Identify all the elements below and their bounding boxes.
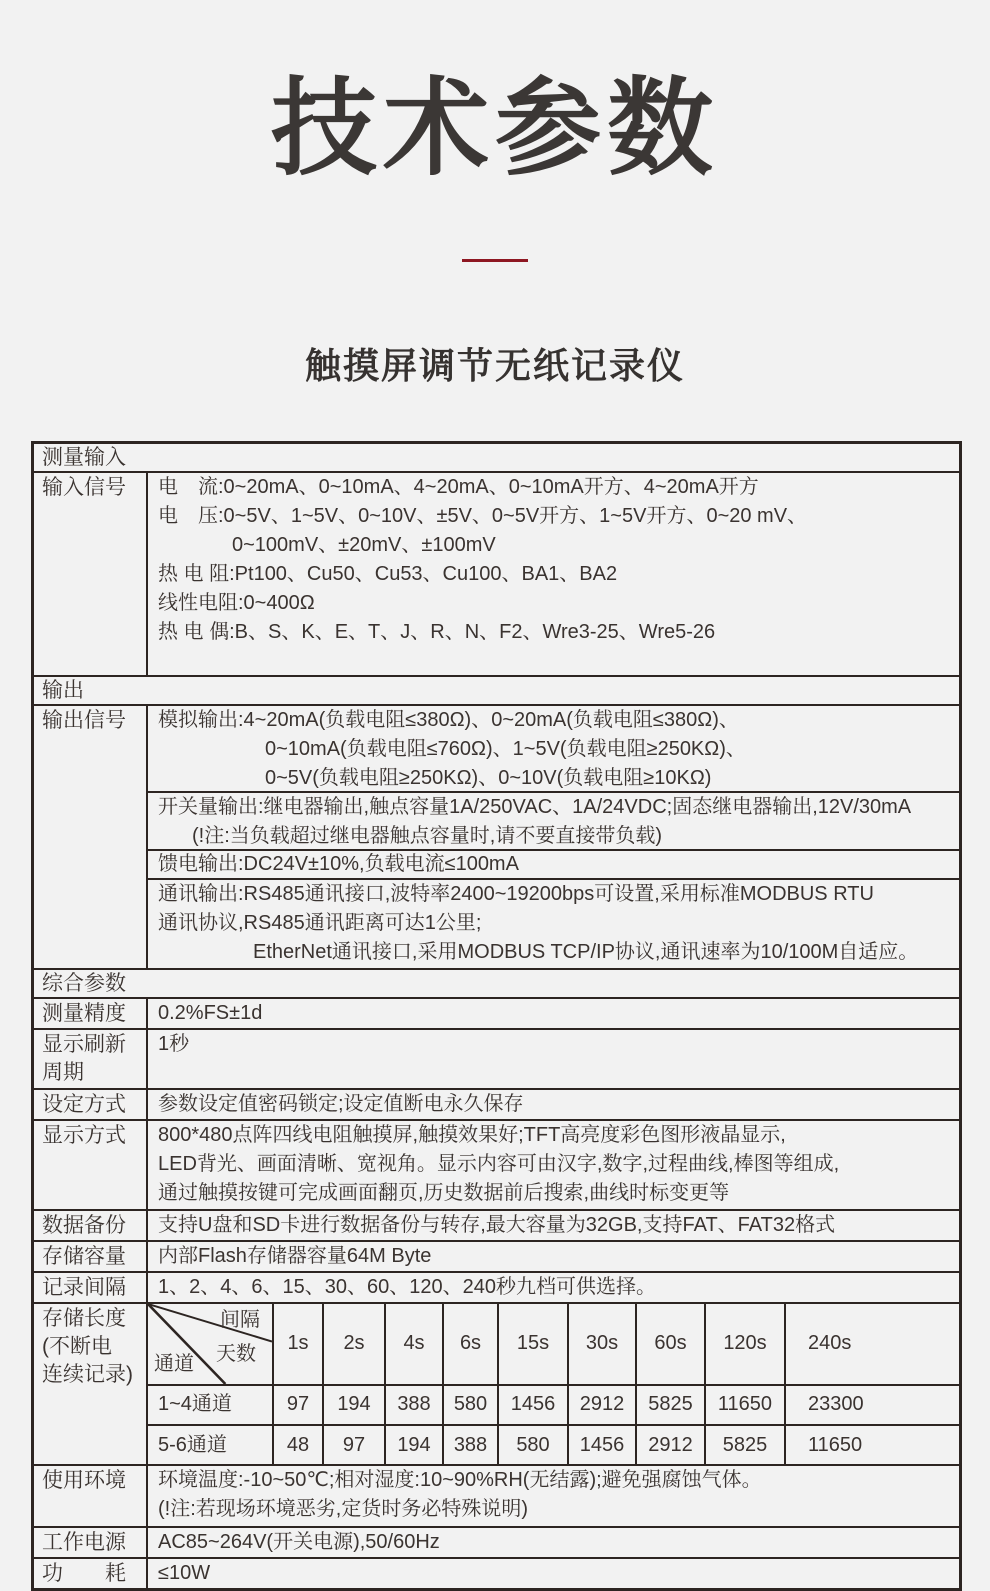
spec-line: 模拟输出:4~20mA(负载电阻≤380Ω)、0~20mA(负载电阻≤380Ω)、 (158, 708, 739, 731)
table-cell: 1456 (568, 1425, 636, 1465)
spec-label-environment: 使用环境 (34, 1466, 148, 1526)
spec-label-display-mode: 显示方式 (34, 1121, 148, 1209)
table-cell: 2912 (568, 1385, 636, 1425)
table-cell: 5825 (705, 1425, 785, 1465)
table-cell: 23300 (785, 1385, 959, 1425)
row-power-supply (34, 1528, 959, 1559)
table-cell: 48 (273, 1425, 323, 1465)
row-display-mode (34, 1121, 959, 1211)
storage-length-table-wrap (148, 1304, 959, 1464)
column-header: 240s (785, 1304, 959, 1385)
section-header-measure-input: 测量输入 (34, 444, 959, 473)
spec-line: EtherNet通讯接口,采用MODBUS TCP/IP协议,通讯速率为10/100M自适应。 (253, 940, 919, 963)
spec-value-environment (148, 1466, 959, 1526)
subrow-comm-output (148, 880, 959, 968)
diagonal-header-cell (148, 1304, 273, 1385)
column-header: 60s (636, 1304, 705, 1385)
table-row (148, 1385, 959, 1425)
spec-value-data-backup: 支持U盘和SD卡进行数据备份与转存,最大容量为32GB,支持FAT、FAT32格式 (158, 1213, 836, 1236)
spec-label-setting-mode: 设定方式 (34, 1090, 148, 1119)
spec-line: 环境温度:-10~50℃;相对湿度:10~90%RH(无结露);避免强腐蚀气体。 (158, 1468, 762, 1491)
table-cell: 580 (443, 1385, 498, 1425)
spec-value-setting-mode: 参数设定值密码锁定;设定值断电永久保存 (158, 1092, 524, 1115)
table-cell: 388 (443, 1425, 498, 1465)
column-header: 120s (705, 1304, 785, 1385)
section-header-output: 输出 (34, 677, 959, 706)
spec-value-power-supply: AC85~264V(开关电源),50/60Hz (158, 1530, 440, 1553)
page-title: 技术参数 (271, 70, 719, 188)
spec-line: 热 电 阻:Pt100、Cu50、Cu53、Cu100、BA1、BA2 (158, 562, 618, 585)
column-header: 4s (385, 1304, 443, 1385)
row-refresh (34, 1030, 959, 1090)
spec-label-power-supply: 工作电源 (34, 1528, 148, 1557)
table-cell: 11650 (785, 1425, 959, 1465)
table-cell: 97 (273, 1385, 323, 1425)
page-header (0, 0, 990, 389)
row-storage-length (34, 1304, 959, 1466)
table-cell: 580 (498, 1425, 568, 1465)
spec-label-refresh: 显示刷新周期 (34, 1030, 148, 1088)
row-power-consumption (34, 1559, 959, 1588)
channel-label: 5-6通道 (148, 1425, 273, 1465)
subrow-feed-output (148, 851, 959, 880)
column-header: 30s (568, 1304, 636, 1385)
column-header: 2s (323, 1304, 385, 1385)
page-subtitle: 触摸屏调节无纸记录仪 (304, 344, 685, 386)
spec-line: 热 电 偶:B、S、K、E、T、J、R、N、F2、Wre3-25、Wre5-26 (158, 620, 716, 643)
column-header: 6s (443, 1304, 498, 1385)
storage-length-table (148, 1304, 959, 1465)
spec-line: (!注:若现场环境恶劣,定货时务必特殊说明) (158, 1497, 528, 1520)
spec-line: 通过触摸按键可完成画面翻页,历史数据前后搜索,曲线时标变更等 (158, 1181, 730, 1204)
spec-line: LED背光、画面清晰、宽视角。显示内容可由汉字,数字,过程曲线,棒图等组成, (158, 1152, 840, 1175)
spec-value-display-mode (148, 1121, 959, 1209)
spec-label-accuracy: 测量精度 (34, 999, 148, 1028)
spec-line: 0~100mV、±20mV、±100mV (232, 533, 496, 556)
table-cell: 194 (323, 1385, 385, 1425)
spec-label-line: 连续记录) (42, 1362, 133, 1386)
spec-line: 电 流:0~20mA、0~10mA、4~20mA、0~10mA开方、4~20mA开方 (158, 475, 759, 498)
table-cell: 194 (385, 1425, 443, 1465)
spec-line: 开关量输出:继电器输出,触点容量1A/250VAC、1A/24VDC;固态继电器输出,12V/30mA (158, 795, 912, 818)
spec-value-power-consumption: ≤10W (158, 1561, 211, 1584)
table-cell: 5825 (636, 1385, 705, 1425)
spec-table (31, 441, 962, 1591)
row-environment (34, 1466, 959, 1528)
row-output-signal (34, 706, 959, 970)
spec-label-line: (不断电 (42, 1334, 112, 1358)
subrow-analog-output (148, 706, 959, 793)
spec-label-input-signal: 输入信号 (34, 473, 148, 675)
corner-label-channel: 通道 (154, 1352, 194, 1375)
row-record-interval (34, 1273, 959, 1304)
table-cell: 1456 (498, 1385, 568, 1425)
spec-line: 通讯输出:RS485通讯接口,波特率2400~19200bps可设置,采用标准MODBUS RTU (158, 882, 874, 905)
table-cell: 11650 (705, 1385, 785, 1425)
row-input-signal (34, 473, 959, 677)
spec-line: (!注:当负载超过继电器触点容量时,请不要直接带负载) (192, 824, 662, 847)
title-divider (462, 259, 528, 262)
spec-label-power-consumption: 功 耗 (34, 1559, 148, 1588)
table-cell: 388 (385, 1385, 443, 1425)
corner-label-days: 天数 (216, 1342, 256, 1365)
spec-line: 线性电阻:0~400Ω (158, 591, 315, 614)
row-data-backup (34, 1211, 959, 1242)
spec-line: 0~5V(负载电阻≥250KΩ)、0~10V(负载电阻≥10KΩ) (265, 766, 712, 789)
spec-label-storage-length (34, 1304, 148, 1464)
spec-value-refresh: 1秒 (158, 1032, 190, 1055)
spec-label-data-backup: 数据备份 (34, 1211, 148, 1240)
spec-label-line: 存储长度 (42, 1306, 126, 1330)
subrow-switch-output (148, 793, 959, 851)
spec-label-record-interval: 记录间隔 (34, 1273, 148, 1302)
row-setting-mode (34, 1090, 959, 1121)
spec-line: 馈电输出:DC24V±10%,负载电流≤100mA (158, 852, 519, 875)
spec-label-output-signal: 输出信号 (34, 706, 148, 968)
row-accuracy (34, 999, 959, 1030)
spec-line: 通讯协议,RS485通讯距离可达1公里; (158, 911, 482, 934)
channel-label: 1~4通道 (148, 1385, 273, 1425)
corner-label-interval: 间隔 (220, 1308, 260, 1331)
column-header: 1s (273, 1304, 323, 1385)
row-storage-capacity (34, 1242, 959, 1273)
column-header: 15s (498, 1304, 568, 1385)
table-cell: 97 (323, 1425, 385, 1465)
spec-line: 800*480点阵四线电阻触摸屏,触摸效果好;TFT高亮度彩色图形液晶显示, (158, 1123, 786, 1146)
table-cell: 2912 (636, 1425, 705, 1465)
section-header-general: 综合参数 (34, 970, 959, 999)
spec-value-output-signal (148, 706, 959, 968)
spec-value-input-signal (148, 473, 959, 675)
spec-label-storage-capacity: 存储容量 (34, 1242, 148, 1271)
spec-value-accuracy: 0.2%FS±1d (158, 1001, 263, 1024)
spec-value-record-interval: 1、2、4、6、15、30、60、120、240秒九档可供选择。 (158, 1275, 656, 1298)
table-row (148, 1425, 959, 1465)
spec-value-storage-capacity: 内部Flash存储器容量64M Byte (158, 1244, 432, 1267)
spec-line: 电 压:0~5V、1~5V、0~10V、±5V、0~5V开方、1~5V开方、0~20 mV、 (158, 504, 808, 527)
spec-line: 0~10mA(负载电阻≤760Ω)、1~5V(负载电阻≥250KΩ)、 (265, 737, 746, 760)
